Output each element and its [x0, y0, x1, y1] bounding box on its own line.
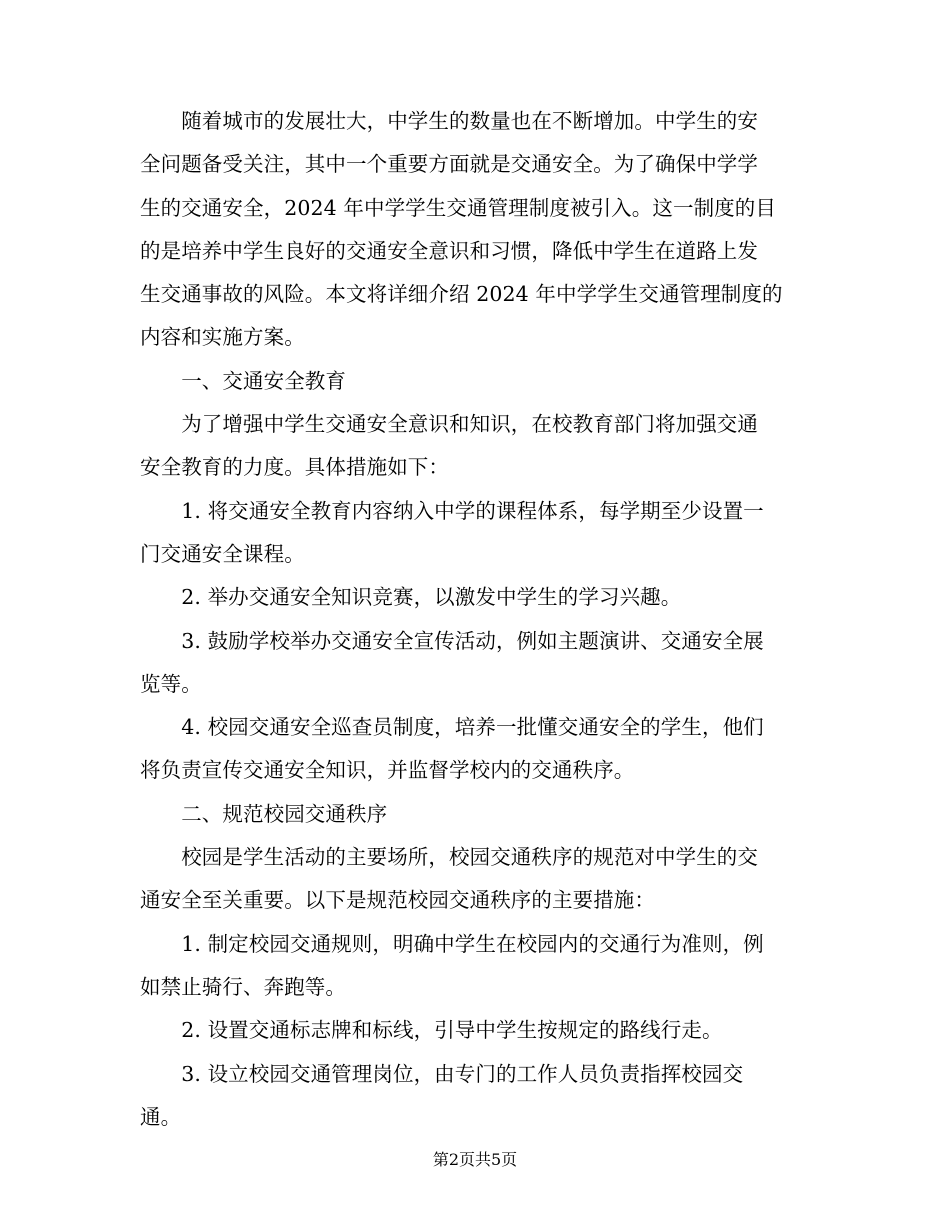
- text-line: 门交通安全课程。: [140, 541, 305, 566]
- text-line: 如禁止骑行、奔跑等。: [140, 974, 346, 999]
- text-line: 览等。: [140, 671, 202, 696]
- list-item: 4. 校园交通安全巡查员制度，培养一批懂交通安全的学生，他们: [140, 715, 764, 740]
- text-line: 为了增强中学生交通安全意识和知识，在校教育部门将加强交通: [140, 412, 758, 437]
- list-item: 3. 鼓励学校举办交通安全宣传活动，例如主题演讲、交通安全展: [140, 628, 764, 653]
- list-item: 1. 将交通安全教育内容纳入中学的课程体系，每学期至少设置一: [140, 498, 764, 523]
- text-line: 通安全至关重要。以下是规范校园交通秩序的主要措施：: [140, 888, 655, 913]
- text-line: 的是培养中学生良好的交通安全意识和习惯，降低中学生在道路上发: [140, 238, 758, 263]
- section-heading: 一、交通安全教育: [140, 368, 346, 393]
- text-line: 全问题备受关注，其中一个重要方面就是交通安全。为了确保中学学: [140, 152, 758, 177]
- list-item: 2. 举办交通安全知识竞赛，以激发中学生的学习兴趣。: [140, 585, 682, 610]
- document-body: [140, 100, 812, 1139]
- page-number-footer: 第2页共5页: [432, 1150, 518, 1169]
- list-item: 2. 设置交通标志牌和标线，引导中学生按规定的路线行走。: [140, 1018, 723, 1043]
- text-line: 将负责宣传交通安全知识，并监督学校内的交通秩序。: [140, 758, 635, 783]
- text-line: 生交通事故的风险。本文将详细介绍 2024 年中学学生交通管理制度的: [140, 282, 783, 307]
- text-line: 随着城市的发展壮大，中学生的数量也在不断增加。中学生的安: [140, 109, 758, 133]
- text-line: 通。: [140, 1104, 182, 1129]
- list-item: 3. 设立校园交通管理岗位，由专门的工作人员负责指挥校园交: [140, 1061, 744, 1086]
- text-line: 校园是学生活动的主要场所，校园交通秩序的规范对中学生的交: [140, 845, 758, 870]
- text-line: 生的交通安全，2024 年中学学生交通管理制度被引入。这一制度的目: [140, 195, 776, 220]
- section-heading: 二、规范校园交通秩序: [140, 801, 388, 826]
- text-line: 安全教育的力度。具体措施如下：: [140, 455, 449, 480]
- text-line: 内容和实施方案。: [140, 325, 305, 350]
- list-item: 1. 制定校园交通规则，明确中学生在校园内的交通行为准则，例: [140, 931, 764, 956]
